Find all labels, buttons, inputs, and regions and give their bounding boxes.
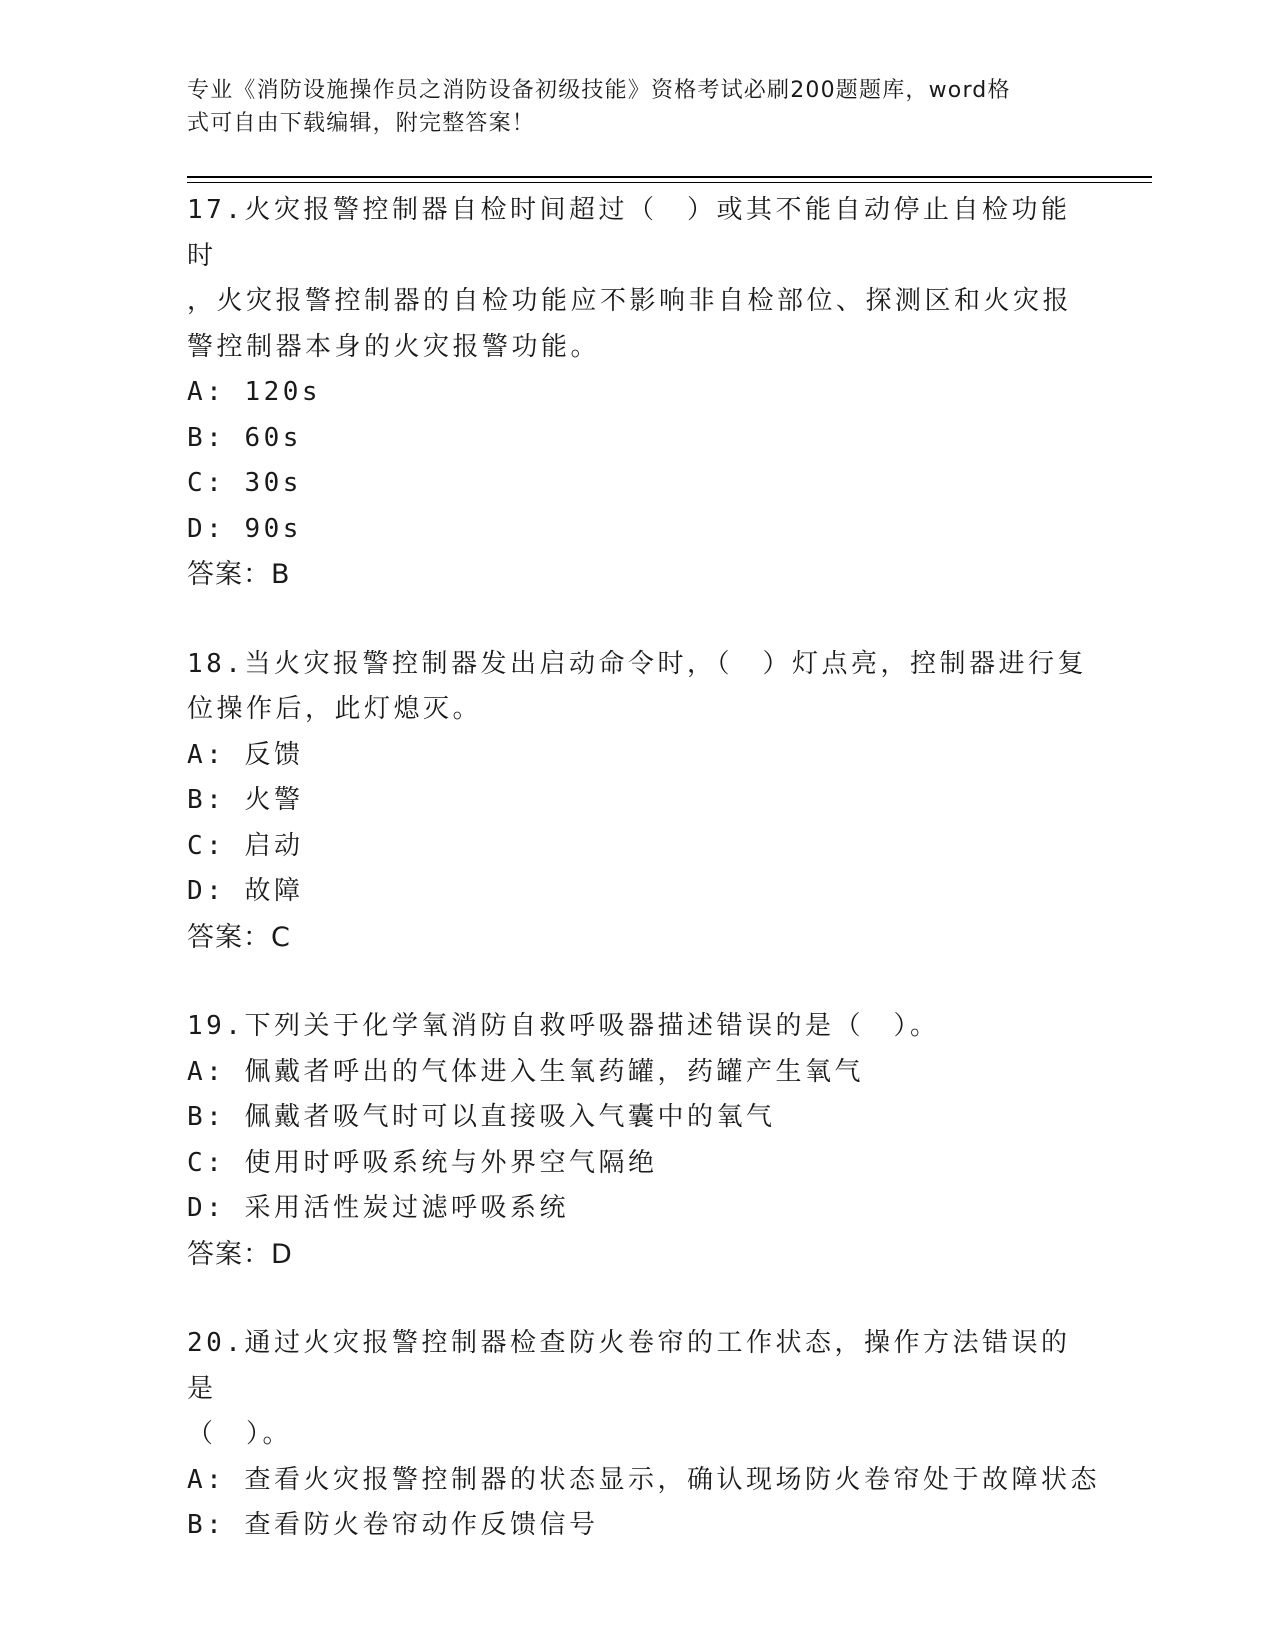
- header-line-1: 专业《消防设施操作员之消防设备初级技能》资格考试必刷200题题库，word格: [187, 78, 1011, 103]
- option-c: C: 启动: [187, 830, 304, 861]
- question-stem-line: 位操作后，此灯熄灭。: [187, 694, 483, 724]
- answer-label: 答案：D: [187, 1238, 293, 1270]
- question-stem-line: ，火灾报警控制器的自检功能应不影响非自检部位、探测区和火灾报: [187, 286, 1073, 316]
- option-a: A: 佩戴者呼出的气体进入生氧药罐，药罐产生氧气: [187, 1056, 864, 1087]
- option-b: B: 查看防火卷帘动作反馈信号: [187, 1510, 599, 1540]
- option-b: B: 火警: [187, 785, 304, 815]
- question-stem-line: 警控制器本身的火灾报警功能。: [187, 331, 601, 362]
- option-a: A: 反馈: [187, 739, 304, 770]
- option-d: D: 故障: [187, 876, 304, 906]
- option-a: A: 查看火灾报警控制器的状态显示，确认现场防火卷帘处于故障状态: [187, 1464, 1100, 1495]
- header-divider-thick: [187, 176, 1152, 178]
- option-b: B: 60s: [187, 422, 302, 453]
- header-divider-thin: [187, 182, 1152, 183]
- option-b: B: 佩戴者吸气时可以直接吸入气囊中的氧气: [187, 1102, 776, 1132]
- option-a: A: 120s: [187, 377, 322, 407]
- question-stem-line: 19.下列关于化学氧消防自救呼吸器描述错误的是（ ）。: [187, 1011, 940, 1041]
- question-18: [187, 642, 1087, 961]
- answer-label: 答案：C: [187, 921, 291, 953]
- answer-label: 答案：B: [187, 559, 291, 590]
- question-19: [187, 1004, 1087, 1277]
- question-stem-line: （ ）。: [187, 1419, 293, 1449]
- question-stem-line: 20.通过火灾报警控制器检查防火卷帘的工作状态，操作方法错误的是: [187, 1328, 1071, 1404]
- question-list: [187, 188, 1100, 1549]
- option-d: D: 采用活性炭过滤呼吸系统: [187, 1193, 569, 1223]
- option-c: C: 使用时呼吸系统与外界空气隔绝: [187, 1147, 658, 1178]
- document-header: [187, 74, 1067, 140]
- question-stem-line: 17.火灾报警控制器自检时间超过（ ）或其不能自动停止自检功能时: [187, 195, 1071, 271]
- question-20: [187, 1321, 1100, 1549]
- option-d: D: 90s: [187, 513, 302, 544]
- option-c: C: 30s: [187, 468, 302, 498]
- question-stem-line: 18.当火灾报警控制器发出启动命令时，（ ）灯点亮，控制器进行复: [187, 648, 1087, 679]
- header-line-2: 式可自由下载编辑，附完整答案！: [187, 111, 536, 136]
- question-17: [187, 188, 1087, 598]
